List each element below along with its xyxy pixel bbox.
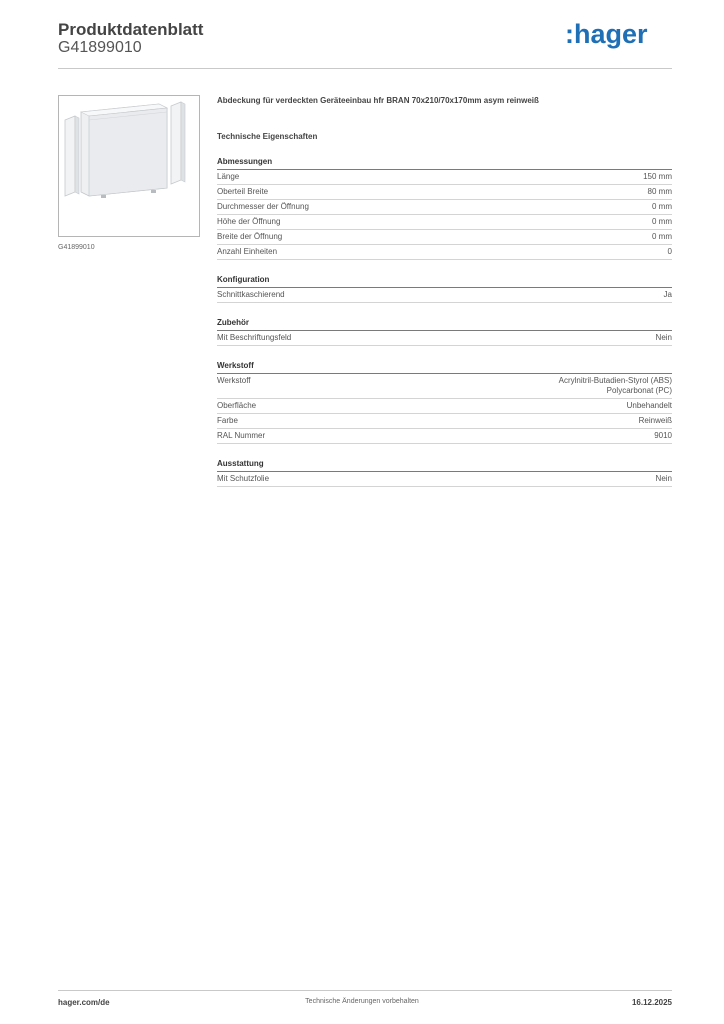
property-label: Oberteil Breite [217, 187, 269, 196]
property-label: Oberfläche [217, 401, 257, 410]
property-value: 0 mm [652, 217, 672, 226]
product-description: Abdeckung für verdeckten Geräteeinbau hfr BRAN 70x210/70x170mm asym reinweiß [217, 96, 539, 105]
footer-website: hager.com/de [58, 998, 110, 1007]
cover-plate-illustration [59, 96, 199, 236]
header-divider [58, 68, 672, 69]
property-row [217, 331, 672, 346]
property-label: Schnittkaschierend [217, 290, 285, 299]
group-title: Ausstattung [217, 458, 672, 472]
property-row [217, 399, 672, 414]
property-value: 0 [667, 247, 672, 256]
hager-logo [565, 14, 665, 54]
property-group [217, 317, 672, 346]
image-caption: G41899010 [58, 244, 95, 251]
group-title: Konfiguration [217, 274, 672, 288]
property-row [217, 374, 672, 399]
property-value: 0 mm [652, 232, 672, 241]
footer-divider [58, 990, 672, 991]
property-value: Acrylnitril-Butadien-Styrol (ABS) Polycarbonat (PC) [558, 376, 672, 395]
property-label: Breite der Öffnung [217, 232, 283, 241]
property-row [217, 170, 672, 185]
property-value: 0 mm [652, 202, 672, 211]
property-row [217, 185, 672, 200]
property-row [217, 200, 672, 215]
property-label: Durchmesser der Öffnung [217, 202, 309, 211]
property-group [217, 360, 672, 444]
property-row [217, 245, 672, 260]
property-row [217, 288, 672, 303]
property-value: Nein [655, 474, 672, 483]
product-image [58, 95, 200, 237]
product-details [217, 95, 672, 487]
group-title: Abmessungen [217, 156, 672, 170]
property-row [217, 429, 672, 444]
property-value: Nein [655, 333, 672, 342]
property-label: Länge [217, 172, 240, 181]
group-title: Werkstoff [217, 360, 672, 374]
property-row [217, 230, 672, 245]
property-value: 80 mm [647, 187, 672, 196]
page-title: Produktdatenblatt [58, 20, 204, 39]
footer-date: 16.12.2025 [631, 998, 672, 1007]
group-title: Zubehör [217, 317, 672, 331]
property-row [217, 215, 672, 230]
product-code: G41899010 [58, 39, 142, 56]
property-row [217, 414, 672, 429]
property-label: Werkstoff [217, 376, 251, 385]
technical-properties-heading: Technische Eigenschaften [217, 132, 318, 141]
property-label: Höhe der Öffnung [217, 217, 281, 226]
property-value: 150 mm [643, 172, 672, 181]
property-label: Mit Schutzfolie [217, 474, 270, 483]
property-label: Farbe [217, 416, 238, 425]
property-row [217, 472, 672, 487]
footer-notice: Technische Änderungen vorbehalten [305, 998, 419, 1005]
property-label: Mit Beschriftungsfeld [217, 333, 292, 342]
property-group [217, 274, 672, 303]
hager-logo-text: :hager [565, 19, 648, 49]
property-label: Anzahl Einheiten [217, 247, 278, 256]
property-groups [217, 156, 672, 487]
property-value: 9010 [654, 431, 672, 440]
property-group [217, 458, 672, 487]
property-label: RAL Nummer [217, 431, 266, 440]
property-group [217, 156, 672, 260]
property-value: Ja [663, 290, 672, 299]
property-value: Reinweiß [638, 416, 672, 425]
property-value: Unbehandelt [626, 401, 672, 410]
